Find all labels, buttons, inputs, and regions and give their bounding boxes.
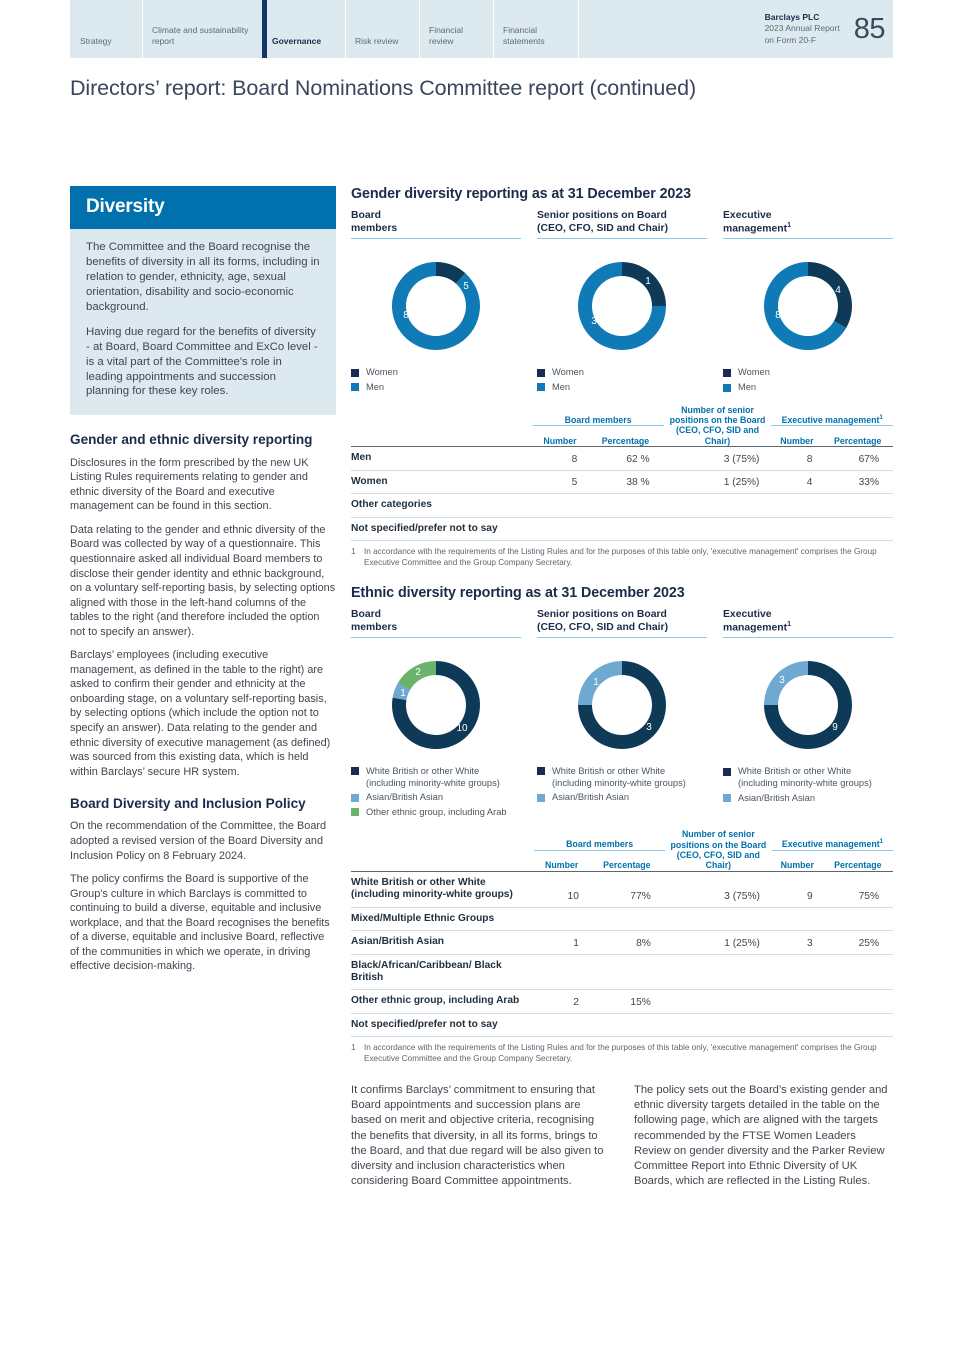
main-content-column <box>351 186 893 1189</box>
footnote-marker: 1 <box>879 414 883 421</box>
section-title-gender-diversity: Gender diversity reporting as at 31 December 2023 <box>351 186 691 202</box>
gender-table-footnote <box>351 547 893 569</box>
legend-ethnic-senior-positions <box>537 760 707 804</box>
legend-item <box>537 792 707 804</box>
chart-block-gender-executive-management <box>723 209 893 397</box>
legend-label: Women <box>366 367 398 377</box>
legend-item <box>537 367 707 379</box>
legend-swatch-icon <box>537 767 545 775</box>
chart-caption-line: members <box>351 223 398 234</box>
group-header-text: Executive management <box>781 839 880 850</box>
group-header-board-members: Board members <box>534 829 664 850</box>
table-row <box>351 990 893 1013</box>
sub-header-number: Number <box>543 435 577 446</box>
group-header-line: positions on the Board <box>670 839 767 850</box>
cell-board-percentage: 8% <box>589 931 665 954</box>
chart-block-ethnic-board-members <box>351 608 521 821</box>
chart-block-gender-senior-positions <box>537 209 707 397</box>
donut-chart-gender-board-members <box>351 239 521 361</box>
cell-board-number <box>533 494 588 517</box>
cell-exec-percentage: 33% <box>822 470 893 493</box>
chart-caption-line: (CEO, CFO, SID and Chair) <box>537 223 669 234</box>
nav-tab-label: Risk review <box>355 36 399 47</box>
cell-board-percentage <box>589 907 665 930</box>
section-title-ethnic-diversity: Ethnic diversity reporting as at 31 December 2023 <box>351 584 685 601</box>
footnote-number: 1 <box>351 1043 356 1053</box>
cell-board-percentage: 15% <box>589 990 665 1013</box>
row-label: Mixed/Multiple Ethnic Groups <box>351 907 534 930</box>
table-row <box>351 931 893 954</box>
legend-label: Women <box>552 367 584 377</box>
gender-diversity-table <box>351 405 893 541</box>
donut-value-label: 8 <box>775 310 781 322</box>
nav-tab-financial-statements[interactable] <box>493 0 578 58</box>
chart-caption-line <box>723 222 893 235</box>
donut-value-label: 1 <box>400 687 406 699</box>
cell-exec-percentage: 75% <box>823 871 893 907</box>
row-label: Not specified/prefer not to say <box>351 517 533 540</box>
table-corner-cell <box>351 829 534 850</box>
cell-senior <box>664 517 772 540</box>
cell-senior <box>665 954 772 990</box>
legend-swatch-icon <box>351 383 359 391</box>
sub-header-percentage: Percentage <box>603 860 651 871</box>
sidebar-paragraph: The policy confirms the Board is supportive of the Group's culture in which Barclays is committed to continuing to build a diverse, equitable and inclusive workplace, and that the Board recognises the benefits of a diverse, equitable and inclusive Board, reflective of the communities in which we operate, in driving effective decision-making. <box>70 873 330 973</box>
table-row <box>351 517 893 540</box>
legend-swatch-icon <box>351 808 359 816</box>
legend-item <box>351 766 521 789</box>
cell-senior: 1 (25%) <box>665 931 772 954</box>
chart-caption-line: Executive <box>723 210 772 221</box>
cell-board-percentage <box>589 1013 665 1036</box>
cell-exec-number <box>771 517 822 540</box>
donut-value-label: 5 <box>463 281 469 292</box>
chart-caption <box>723 608 893 638</box>
legend-item <box>537 766 707 789</box>
table-row <box>351 954 893 990</box>
legend-ethnic-board-members <box>351 760 521 818</box>
table-row <box>351 871 893 907</box>
donut-value-label: 1 <box>645 276 651 287</box>
cell-senior: 1 (25%) <box>664 470 772 493</box>
cell-exec-percentage <box>823 1013 893 1036</box>
header-report-meta <box>765 0 893 58</box>
legend-swatch-icon <box>351 767 359 775</box>
nav-tab-label: Climate and sustainability report <box>152 25 249 47</box>
legend-item <box>351 382 521 394</box>
legend-swatch-icon <box>537 383 545 391</box>
page-number: 85 <box>853 12 885 45</box>
diversity-box-paragraph: The Committee and the Board recognise the benefits of diversity in all its forms, including in relation to gender, ethnicity, age, sexual orientation, disability and socio-economic background. <box>86 241 320 313</box>
report-title-line-2: on Form 20-F <box>764 34 817 45</box>
sub-header-percentage: Percentage <box>601 435 650 446</box>
legend-swatch-icon <box>723 369 731 377</box>
sub-header-exec-percentage: Percentage <box>834 860 882 871</box>
cell-board-percentage: 77% <box>589 871 665 907</box>
cell-exec-number <box>772 907 823 930</box>
chart-caption <box>537 608 707 638</box>
ethnic-diversity-table <box>351 829 893 1037</box>
footnote-marker: 1 <box>879 839 884 846</box>
cell-exec-number <box>772 1013 823 1036</box>
legend-swatch-icon <box>723 794 731 802</box>
nav-tab-label: Strategy <box>80 36 112 47</box>
sidebar-column <box>70 186 336 983</box>
cell-board-number <box>534 907 588 930</box>
donut-chart-ethnic-executive-management <box>723 638 893 760</box>
cell-exec-number: 9 <box>772 871 823 907</box>
ethnic-table-footnote <box>351 1043 893 1065</box>
legend-item <box>723 766 893 789</box>
row-label: Other ethnic group, including Arab <box>351 990 534 1013</box>
cell-senior <box>664 494 772 517</box>
group-header-line: Number of senior <box>681 829 755 840</box>
bottom-text-columns <box>351 1083 893 1188</box>
sidebar-heading-gender-and-ethnic-diversity-reporting: Gender and ethnic diversity reporting <box>70 432 313 448</box>
legend-swatch-icon <box>351 369 359 377</box>
legend-label: White British or other White (including minority-white groups) <box>738 766 872 788</box>
donut-value-label: 10 <box>456 722 468 734</box>
cell-exec-percentage <box>823 990 893 1013</box>
cell-exec-number <box>771 494 822 517</box>
legend-item <box>537 382 707 394</box>
nav-tab-governance[interactable] <box>262 0 345 58</box>
cell-exec-percentage <box>822 494 893 517</box>
legend-item <box>351 367 521 379</box>
legend-label: Asian/British Asian <box>366 792 443 803</box>
diversity-box-body <box>70 229 336 415</box>
footnote-text: In accordance with the requirements of the Listing Rules and for the purposes of this table only, 'executive management' comprises the Group Executive Committee and the Group Company Secretary. <box>364 1043 877 1064</box>
ethnic-charts-row <box>351 608 893 821</box>
group-header-line: positions on the Board <box>669 415 766 426</box>
brand-name: Barclays PLC <box>764 11 820 22</box>
legend-item <box>351 792 521 804</box>
cell-board-percentage <box>587 517 663 540</box>
header-report-meta-text <box>765 12 854 46</box>
sidebar-heading-board-diversity-and-inclusion-policy: Board Diversity and Inclusion Policy <box>70 796 306 812</box>
nav-tab-strategy[interactable] <box>70 0 142 58</box>
cell-board-number: 2 <box>534 990 588 1013</box>
donut-svg <box>381 650 491 760</box>
donut-value-label: 4 <box>835 285 841 297</box>
cell-senior <box>665 907 772 930</box>
table-row <box>351 494 893 517</box>
sub-header-senior-detail: (CEO, CFO, SID and Chair) <box>675 425 760 446</box>
cell-board-percentage <box>587 494 663 517</box>
bottom-column-right <box>634 1083 893 1188</box>
row-label: Other categories <box>351 494 533 517</box>
diversity-callout-box <box>70 186 336 415</box>
legend-item <box>723 793 893 805</box>
chart-caption-text: management <box>723 622 788 634</box>
page-header <box>70 0 893 58</box>
cell-board-percentage: 38 % <box>587 470 663 493</box>
donut-chart-ethnic-board-members <box>351 638 521 760</box>
sub-header-exec-number: Number <box>780 860 814 871</box>
chart-caption <box>537 209 707 239</box>
legend-item <box>723 367 893 379</box>
donut-value-label: 1 <box>593 676 599 688</box>
cell-exec-number <box>772 954 823 990</box>
donut-value-label: 3 <box>591 316 597 327</box>
legend-ethnic-executive-management <box>723 760 893 804</box>
cell-board-number: 1 <box>534 931 588 954</box>
legend-label: White British or other White (including minority-white groups) <box>366 765 500 788</box>
donut-svg <box>753 251 863 361</box>
chart-caption-text: management <box>723 223 788 235</box>
bottom-paragraph-left: It confirms Barclays’ commitment to ensuring that Board appointments and succession plans are based on merit and objective criteria, recognising the benefits that diversity, in all its forms, brings to the Board, and that due regard will be also given to diversity and inclusion characteristics when considering Board Committee appointments. <box>351 1084 604 1187</box>
nav-tab-label: Financial statements <box>503 25 545 47</box>
bottom-paragraph-right: The policy sets out the Board’s existing gender and ethnic diversity targets detailed in the table on the following page, which are aligned with the targets recommended by the FTSE Women Leaders Review on gender diversity and the Parker Review Committee Report into Ethnic Diversity of UK Boards, which are reflected in the Listing Rules. <box>634 1084 888 1187</box>
cell-exec-percentage <box>822 517 893 540</box>
chart-caption-line <box>723 621 893 634</box>
row-label: Women <box>351 470 533 493</box>
donut-svg <box>567 650 677 760</box>
cell-board-number: 5 <box>533 470 588 493</box>
legend-gender-executive-management <box>723 361 893 393</box>
sub-header-exec-number: Number <box>780 435 814 446</box>
cell-board-number <box>534 954 588 990</box>
legend-label: Women <box>738 367 770 378</box>
chart-block-ethnic-senior-positions <box>537 608 707 821</box>
cell-exec-percentage: 67% <box>822 447 893 470</box>
footnote-marker: 1 <box>787 222 792 229</box>
cell-exec-percentage <box>823 907 893 930</box>
group-header-board-members: Board members <box>533 405 664 426</box>
group-header-senior-positions <box>664 405 772 426</box>
cell-senior: 3 (75%) <box>664 447 772 470</box>
cell-exec-number <box>772 990 823 1013</box>
group-header-senior-positions <box>665 829 772 850</box>
group-header-line: Number of senior <box>681 404 754 415</box>
cell-senior <box>665 990 772 1013</box>
row-label: Men <box>351 447 533 470</box>
cell-exec-percentage <box>823 954 893 990</box>
nav-tab-label: Governance <box>272 36 322 47</box>
legend-label: White British or other White (including minority-white groups) <box>552 765 686 788</box>
cell-board-number: 8 <box>533 447 588 470</box>
chart-caption-line: Board <box>351 210 382 221</box>
donut-value-label: 2 <box>415 666 421 678</box>
row-label: White British or other White (including minority-white groups) <box>351 871 534 907</box>
table-row <box>351 470 893 493</box>
donut-svg <box>753 650 863 760</box>
sidebar-paragraph: On the recommendation of the Committee, the Board adopted a revised version of the Board Diversity and Inclusion Policy on 8 February 2024. <box>70 820 327 862</box>
sub-header-exec-percentage: Percentage <box>833 435 882 446</box>
table-row <box>351 447 893 470</box>
group-header-text: Executive management <box>781 414 880 425</box>
bottom-column-left <box>351 1083 610 1188</box>
chart-block-ethnic-executive-management <box>723 608 893 821</box>
legend-label: Men <box>738 382 757 393</box>
legend-item <box>723 382 893 394</box>
chart-caption-line: Senior positions on Board <box>537 210 667 221</box>
table-corner-cell <box>351 425 533 446</box>
nav-tab-label: Financial review <box>429 25 464 47</box>
chart-caption-line: Senior positions on Board <box>537 608 667 620</box>
donut-value-label: 9 <box>832 722 838 734</box>
row-label: Asian/British Asian <box>351 931 534 954</box>
sub-header-number: Number <box>545 860 579 871</box>
donut-svg <box>567 251 677 361</box>
group-header-executive-management <box>771 405 893 426</box>
chart-caption <box>351 608 521 638</box>
nav-tab-climate-and-sustainability-report[interactable] <box>142 0 262 58</box>
cell-board-percentage <box>589 954 665 990</box>
legend-label: Asian/British Asian <box>738 792 815 803</box>
table-row <box>351 1013 893 1036</box>
donut-chart-gender-executive-management <box>723 239 893 361</box>
donut-value-label: 8 <box>403 310 409 321</box>
row-label: Black/African/Caribbean/ Black British <box>351 954 534 990</box>
table-corner-cell <box>351 405 533 426</box>
diversity-box-title: Diversity <box>70 186 336 229</box>
nav-tab-risk-review[interactable] <box>345 0 419 58</box>
sidebar-paragraph: Data relating to the gender and ethnic diversity of the Board was collected by way of a questionnaire. This questionnaire asked all individual Board members to disclose their gender identity and ethnic background, on a voluntary self-reporting basis, by selecting options aligned with those in the left-hand columns of the tables to the right (and therefore included the option not to specify an answer). <box>70 523 336 638</box>
chart-caption-line: Board <box>351 608 382 620</box>
report-title-line-1: 2023 Annual Report <box>764 23 840 34</box>
group-header-executive-management <box>772 829 893 850</box>
legend-swatch-icon <box>537 369 545 377</box>
nav-tab-financial-review[interactable] <box>419 0 493 58</box>
legend-swatch-icon <box>723 768 731 776</box>
legend-gender-senior-positions <box>537 361 707 393</box>
chart-block-gender-board-members <box>351 209 521 397</box>
cell-exec-percentage: 25% <box>823 931 893 954</box>
legend-gender-board-members <box>351 361 521 393</box>
donut-chart-gender-senior-positions <box>537 239 707 361</box>
table-row <box>351 907 893 930</box>
footnote-marker: 1 <box>787 620 792 628</box>
chart-caption <box>351 209 521 239</box>
cell-board-percentage: 62 % <box>587 447 663 470</box>
chart-caption <box>723 209 893 239</box>
page-title: Directors’ report: Board Nominations Committee report (continued) <box>70 76 697 101</box>
donut-value-label: 3 <box>646 721 652 733</box>
cell-senior <box>665 1013 772 1036</box>
legend-label: Men <box>366 381 385 392</box>
legend-item <box>351 807 521 819</box>
legend-label: Men <box>552 381 571 392</box>
cell-board-number: 10 <box>534 871 588 907</box>
chart-caption-line: members <box>351 621 398 633</box>
chart-caption-line: (CEO, CFO, SID and Chair) <box>537 621 669 633</box>
footnote-text: In accordance with the requirements of the Listing Rules and for the purposes of this table only, 'executive management' comprises the Group Executive Committee and the Group Company Secretary. <box>364 546 877 567</box>
sidebar-paragraph: Barclays’ employees (including executive management, as defined in the table to the right) are asked to confirm their gender and ethnicity at the onboarding stage, on a voluntary self-reporting basis, by selecting options (which include the option not to specify an answer). Data relating to the gender and ethnic diversity of executive management (as defined) was sourced from this existing data, which is held within Barclays’ secure HR system. <box>70 649 331 778</box>
legend-swatch-icon <box>351 794 359 802</box>
diversity-box-paragraph: Having due regard for the benefits of diversity - at Board, Board Committee and ExCo level - is a vital part of the Committee's role in leading appointments and succession planning for these key roles. <box>86 325 318 398</box>
row-label: Not specified/prefer not to say <box>351 1013 534 1036</box>
chart-caption-line: Executive <box>723 608 772 620</box>
cell-exec-number: 4 <box>771 470 822 493</box>
donut-value-label: 3 <box>779 675 785 687</box>
donut-chart-ethnic-senior-positions <box>537 638 707 760</box>
cell-board-number <box>534 1013 588 1036</box>
gender-charts-row <box>351 209 893 397</box>
cell-senior: 3 (75%) <box>665 871 772 907</box>
donut-svg <box>381 251 491 361</box>
table-corner-cell <box>351 850 534 871</box>
cell-board-number <box>533 517 588 540</box>
header-spacer <box>578 0 765 58</box>
legend-label: Asian/British Asian <box>552 792 629 803</box>
legend-label: Other ethnic group, including Arab <box>366 806 507 817</box>
sub-header-senior-detail: (CEO, CFO, SID and Chair) <box>676 850 760 871</box>
sidebar-paragraph: Disclosures in the form prescribed by the new UK Listing Rules requirements relating to gender and ethnic diversity of the Board and executive management can be found in this section. <box>70 456 309 513</box>
legend-swatch-icon <box>723 384 731 392</box>
legend-swatch-icon <box>537 794 545 802</box>
cell-exec-number: 8 <box>771 447 822 470</box>
footnote-number: 1 <box>351 546 356 556</box>
cell-exec-number: 3 <box>772 931 823 954</box>
